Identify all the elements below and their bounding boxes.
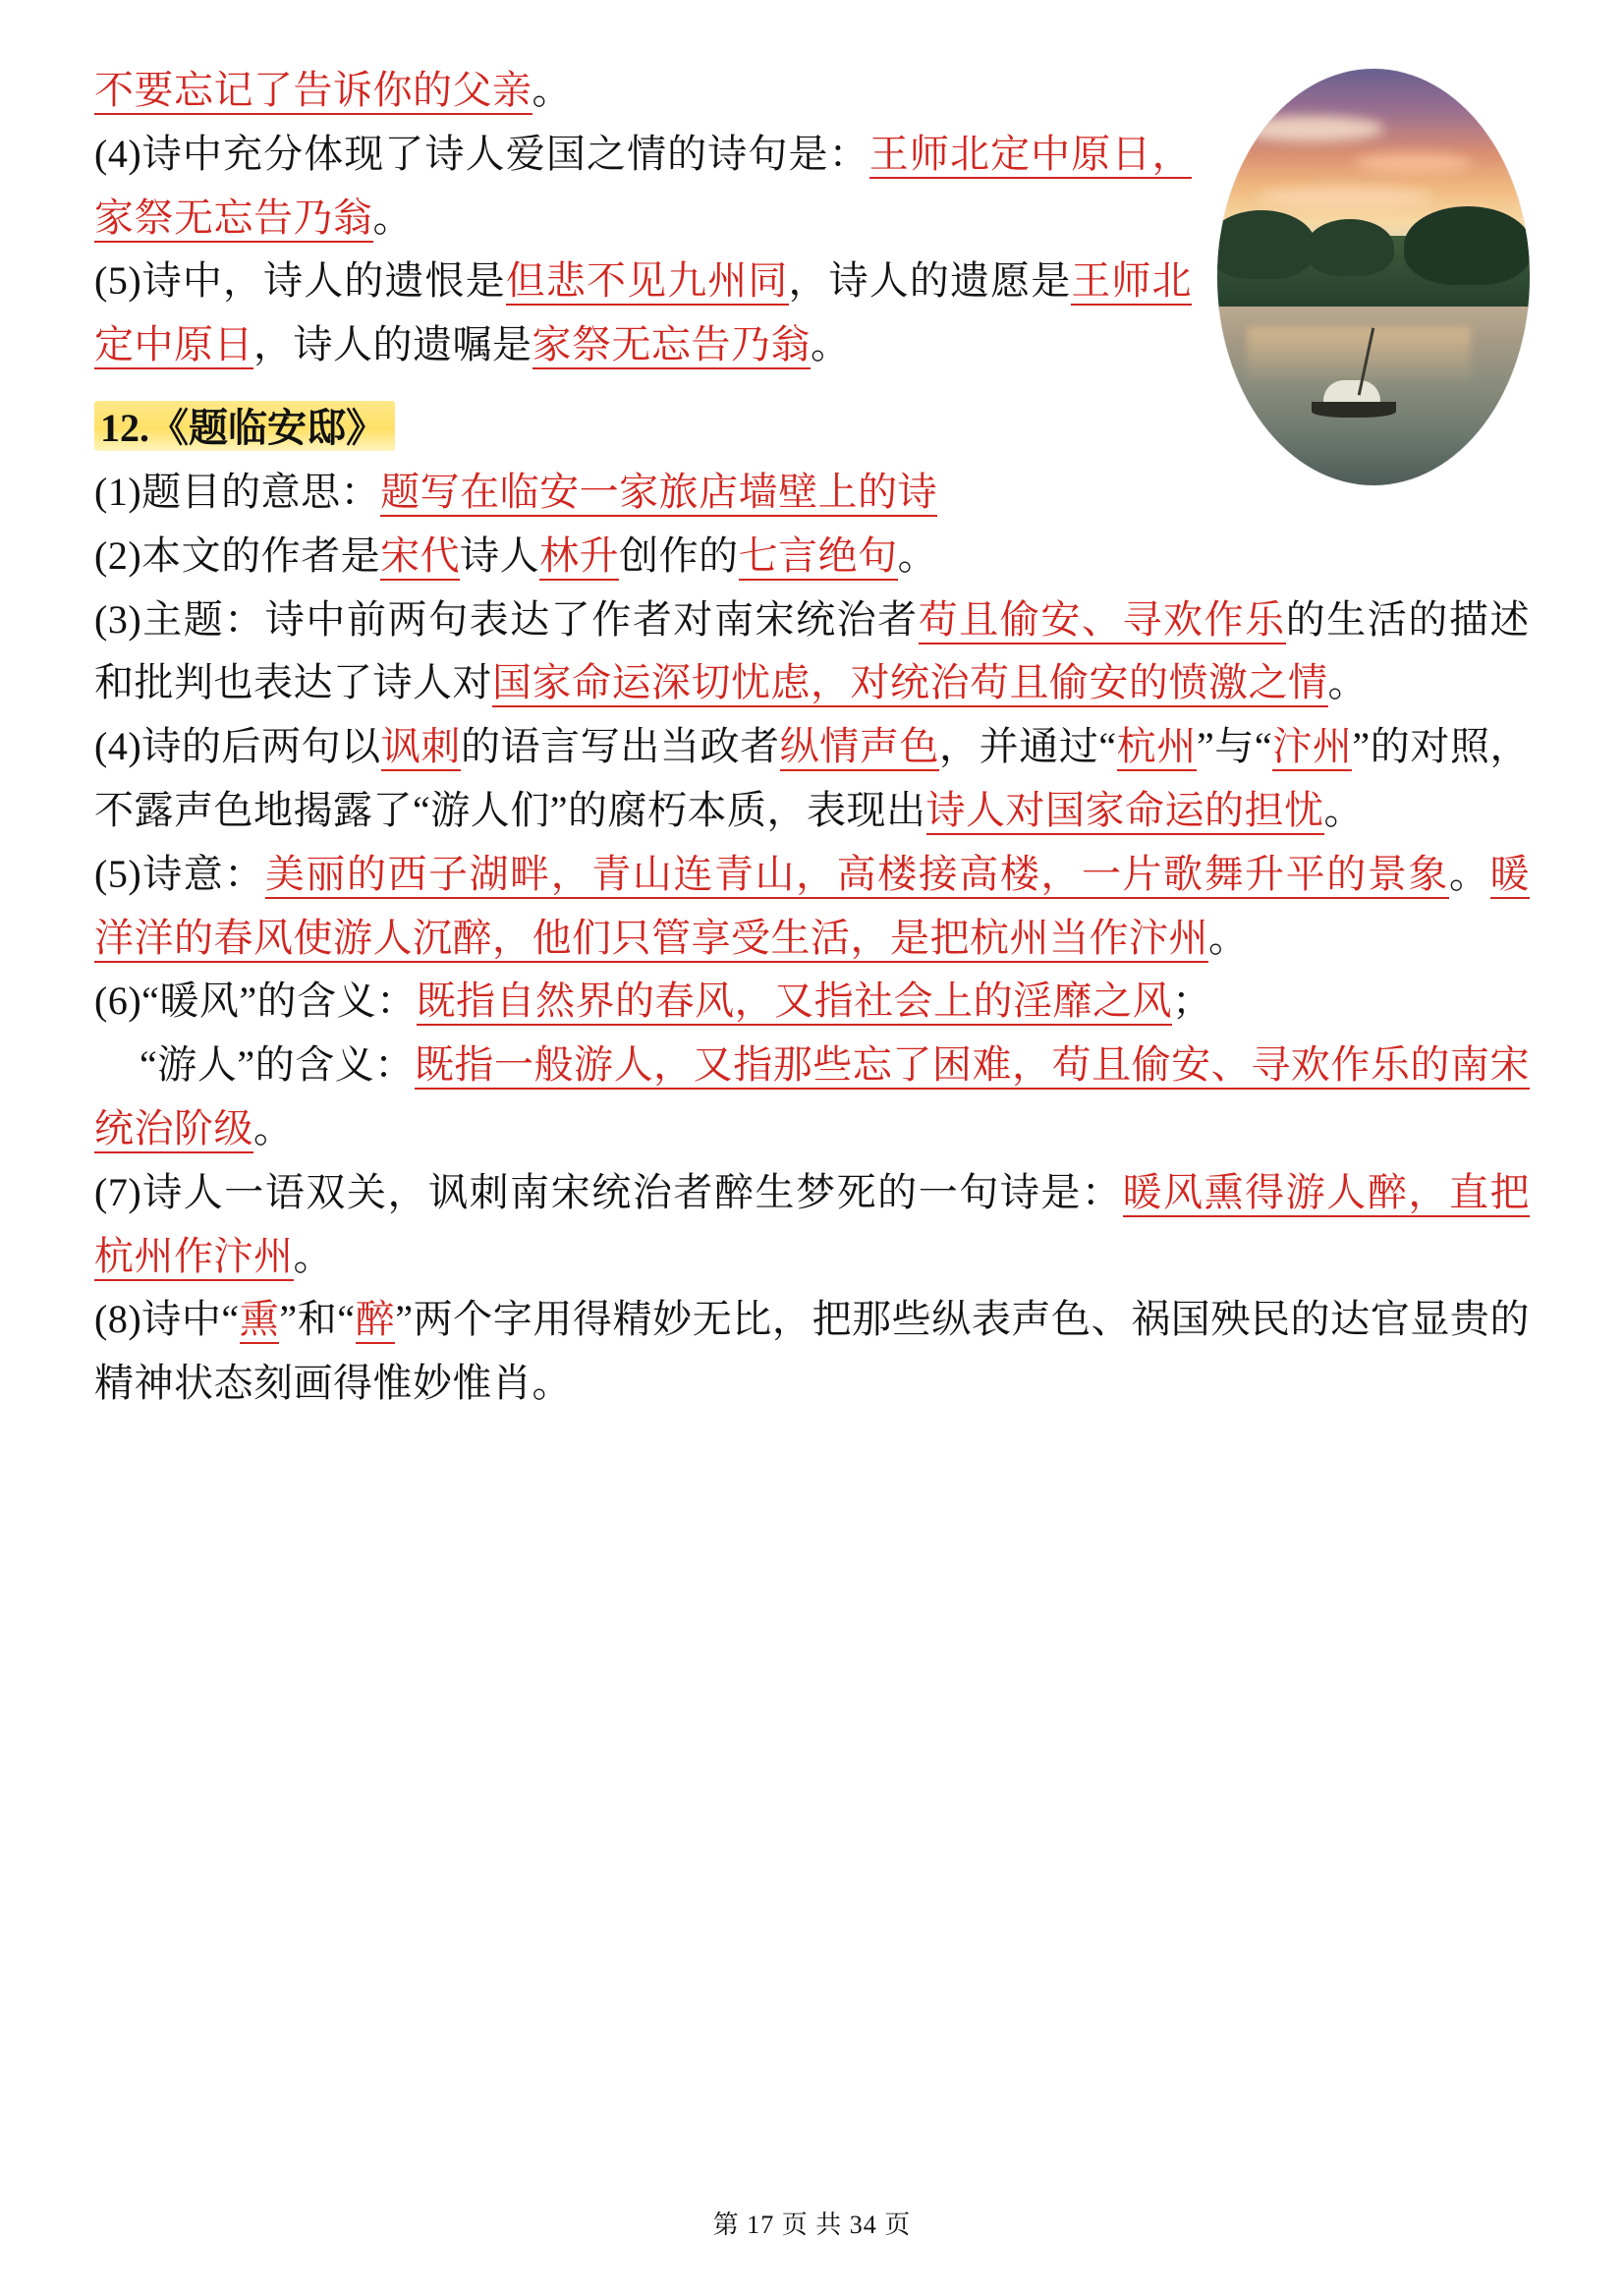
item-tail: 。 bbox=[1208, 915, 1249, 960]
item-sub-lead: “游人”的含义： bbox=[140, 1042, 415, 1088]
item-mid-2: ，诗人的遗嘱是 bbox=[253, 322, 532, 367]
item-number: (1) bbox=[94, 469, 142, 514]
photo-boat-canopy bbox=[1323, 380, 1380, 404]
item-lead-text: 本文的作者是 bbox=[141, 532, 381, 578]
item-lead-text: 诗的后两句以 bbox=[141, 724, 381, 769]
item-answer-2: 既指一般游人，又指那些忘了困难，苟且偷安、寻欢作乐的南宋统治阶级 bbox=[94, 1042, 1530, 1153]
item-mid-3: ”与“ bbox=[1196, 724, 1273, 769]
item-lead-text: 诗人一语双关，讽刺南宋统治者醉生梦死的一句诗是： bbox=[141, 1169, 1123, 1214]
item-lead-text: 诗意： bbox=[141, 851, 265, 896]
item-answer-1: 王师北定中原日，家祭无忘告乃翁 bbox=[94, 132, 1192, 243]
item-answer-3: 家祭无忘告乃翁 bbox=[532, 322, 812, 369]
item-tail: 。 bbox=[897, 532, 938, 578]
item-number: (4) bbox=[94, 724, 142, 769]
item-4 bbox=[94, 715, 1530, 843]
photo-tree bbox=[1217, 210, 1316, 279]
item-mid-1: ； bbox=[1172, 979, 1212, 1024]
illustration-west-lake-photo bbox=[1217, 69, 1530, 485]
item-5 bbox=[94, 843, 1530, 971]
item-tail: 。 bbox=[1327, 660, 1368, 705]
item-7 bbox=[94, 1161, 1530, 1289]
item-answer-2: 暖洋洋的春风使游人沉醉，他们只管享受生活，是把杭州当作汴州 bbox=[94, 852, 1530, 963]
item-mid-1: 。 bbox=[1448, 851, 1490, 896]
item-lead-text-a: 诗中“ bbox=[141, 1297, 240, 1342]
item-tail: 。 bbox=[811, 322, 851, 367]
item-answer-2: 林升 bbox=[539, 533, 619, 581]
item-answer-5: 诗人对国家命运的担忧 bbox=[926, 788, 1324, 835]
item-8 bbox=[94, 1288, 1530, 1416]
item-answer-1: 但悲不见九州同 bbox=[506, 258, 789, 306]
item-lead-text: 诗中充分体现了诗人爱国之情的诗句是： bbox=[141, 131, 869, 176]
photo-cloud bbox=[1237, 116, 1384, 141]
item-answer-2: 醉 bbox=[356, 1297, 396, 1344]
item-tail: 。 bbox=[1323, 787, 1365, 832]
item-answer-1: 既指自然界的春风，又指社会上的淫靡之风 bbox=[417, 979, 1173, 1026]
item-answer-3: 杭州 bbox=[1117, 724, 1197, 771]
item-number: (8) bbox=[94, 1297, 142, 1342]
item-mid-1: 诗人 bbox=[460, 532, 540, 578]
item-2 bbox=[94, 525, 1530, 588]
item-answer-1: 暖风熏得游人醉，直把杭州作汴州 bbox=[94, 1170, 1530, 1281]
item-number: (7) bbox=[94, 1169, 142, 1214]
item-lead-text-c: ”两个字用得精妙无比，把那些纵表声色、祸国殃民的达官显贵的精神状态刻画得惟妙惟肖。 bbox=[94, 1297, 1530, 1406]
item-number: (5) bbox=[94, 258, 142, 304]
item-number: (3) bbox=[94, 596, 142, 642]
item-lead-text: 题目的意思： bbox=[141, 469, 381, 514]
item-3 bbox=[94, 588, 1530, 716]
item-tail: 。 bbox=[293, 1233, 333, 1278]
item-answer-2: 王师北定中原日 bbox=[94, 258, 1192, 369]
item-lead-text-b: ”和“ bbox=[279, 1297, 356, 1342]
item-answer-1: 题写在临安一家旅店墙壁上的诗 bbox=[380, 470, 937, 517]
item-number: (6) bbox=[94, 979, 142, 1024]
item-lead-text: 主题：诗中前两句表达了作者对南宋统治者 bbox=[141, 596, 919, 642]
item-mid-2: 创作的 bbox=[619, 532, 739, 578]
item-number: (5) bbox=[94, 851, 142, 896]
photo-tree bbox=[1306, 219, 1394, 276]
continuation-red-text: 不要忘记了告诉你的父亲 bbox=[94, 68, 532, 115]
item-answer-3: 七言绝句 bbox=[739, 533, 898, 581]
section-heading-wrap bbox=[94, 395, 395, 455]
item-answer-1: 苟且偷安、寻欢作乐 bbox=[919, 597, 1286, 644]
item-mid-4: ”的对照，不露声色地揭露了“游人们”的腐朽本质，表现出 bbox=[94, 724, 1531, 832]
item-answer-2: 国家命运深切忧虑，对统治苟且偷安的愤激之情 bbox=[492, 660, 1328, 707]
photo-cloud bbox=[1257, 187, 1433, 208]
item-tail: 。 bbox=[253, 1105, 294, 1150]
item-answer-1: 美丽的西子湖畔，青山连青山，高楼接高楼，一片歌舞升平的景象 bbox=[265, 852, 1449, 899]
section-heading: 12.《题临安邸》 bbox=[100, 405, 385, 450]
item-number: (4) bbox=[94, 131, 142, 176]
page-footer: 第 17 页 共 34 页 bbox=[712, 2211, 912, 2239]
item-answer-1: 熏 bbox=[240, 1297, 280, 1344]
item-answer-1: 讽刺 bbox=[381, 724, 461, 771]
item-lead-text: “暖风”的含义： bbox=[141, 979, 417, 1024]
photo-tree bbox=[1404, 206, 1530, 285]
item-tail: 。 bbox=[372, 195, 413, 240]
item-answer-4: 汴州 bbox=[1272, 724, 1352, 771]
continuation-period: 。 bbox=[532, 68, 572, 112]
item-answer-2: 纵情声色 bbox=[780, 724, 939, 771]
item-mid-1: 的语言写出当政者 bbox=[460, 724, 780, 769]
item-mid-1: ，诗人的遗愿是 bbox=[788, 258, 1072, 304]
item-6 bbox=[94, 970, 1530, 1160]
photo-boat bbox=[1312, 364, 1396, 423]
item-answer-1: 宋代 bbox=[380, 533, 460, 581]
item-lead-text: 诗中，诗人的遗恨是 bbox=[141, 258, 506, 304]
item-mid-2: ，并通过“ bbox=[939, 724, 1117, 769]
photo-cloud bbox=[1355, 153, 1473, 173]
item-mid-1: 的生活的描述和批判也表达了诗人对 bbox=[94, 596, 1531, 705]
photo-boat-hull bbox=[1312, 402, 1396, 418]
item-number: (2) bbox=[94, 532, 142, 578]
